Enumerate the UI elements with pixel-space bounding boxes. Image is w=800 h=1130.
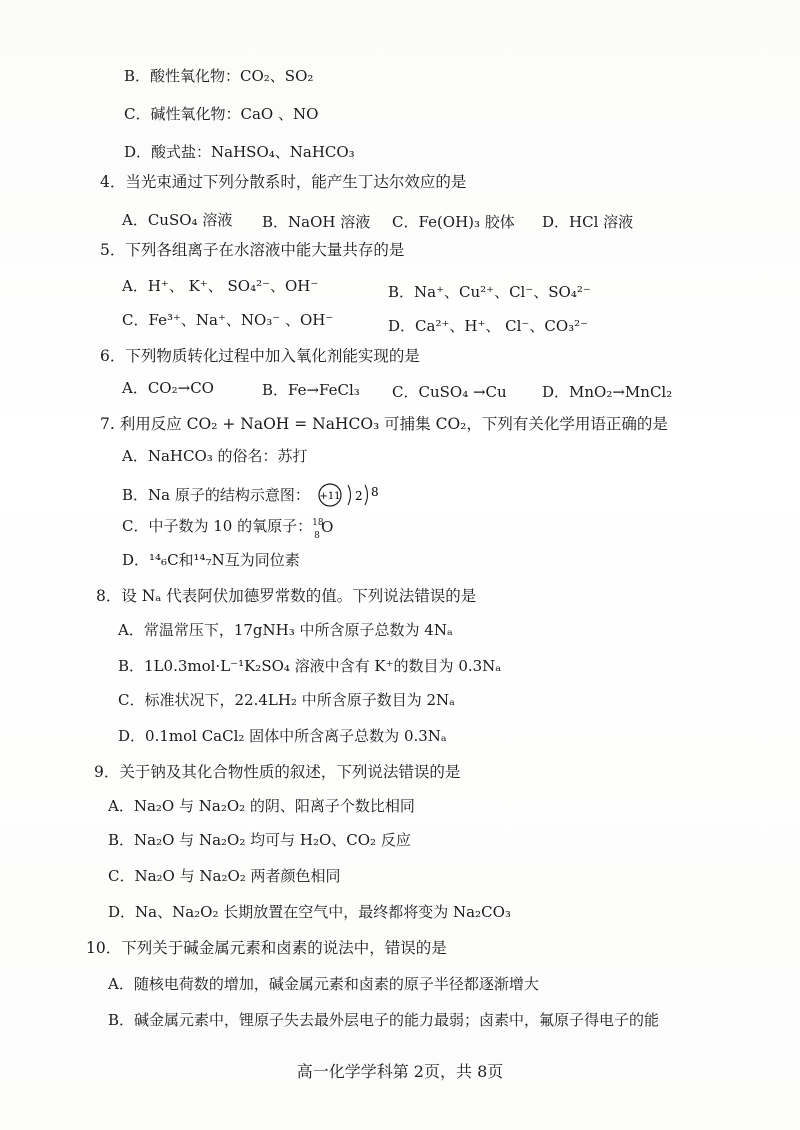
question-9: 9．关于钠及其化合物性质的叙述，下列说法错误的是 [94, 763, 461, 781]
question-4: 4．当光束通过下列分散系时，能产生丁达尔效应的是 [100, 173, 467, 191]
option-6c: C．CuSO₄ →Cu [392, 383, 507, 401]
option-4a: A．CuSO₄ 溶液 [122, 211, 233, 229]
option-5a: A．H⁺、 K⁺、 SO₄²⁻、OH⁻ [122, 277, 319, 295]
option-9c: C．Na₂O 与 Na₂O₂ 两者颜色相同 [108, 867, 341, 885]
option-7c [122, 516, 334, 541]
option-7b-label: B．Na 原子的结构示意图： [122, 486, 310, 504]
element-symbol: O [321, 518, 334, 536]
option-10b: B．碱金属元素中，锂原子失去最外层电子的能力最弱；卤素中，氟原子得电子的能 [108, 1011, 660, 1029]
option-9a: A．Na₂O 与 Na₂O₂ 的阴、阳离子个数比相同 [108, 797, 415, 815]
option-4c: C．Fe(OH)₃ 胶体 [392, 213, 515, 231]
option-3b-prev: B．酸性氧化物：CO₂、SO₂ [124, 67, 314, 85]
option-8a: A．常温常压下，17gNH₃ 中所含原子总数为 4Nₐ [118, 621, 453, 639]
oxygen-18-nuclide [312, 517, 334, 541]
shell-arc-2 [365, 485, 368, 505]
option-7b [122, 482, 405, 510]
option-10a: A．随核电荷数的增加，碱金属元素和卤素的原子半径都逐渐增大 [108, 975, 539, 993]
shell-1-electrons: 2 [354, 489, 363, 503]
page-footer: 高一化学学科第 2页，共 8页 [296, 1062, 504, 1081]
shell-arc-1 [348, 485, 351, 505]
option-6d: D．MnO₂→MnCl₂ [542, 383, 673, 401]
option-6b: B．Fe→FeCl₃ [262, 381, 360, 399]
option-6a: A．CO₂→CO [122, 379, 214, 397]
option-4d: D．HCl 溶液 [542, 213, 634, 231]
option-4b: B．NaOH 溶液 [262, 213, 371, 231]
option-3c-prev: C．碱性氧化物：CaO 、NO [124, 105, 319, 123]
question-8: 8．设 Nₐ 代表阿伏加德罗常数的值。下列说法错误的是 [96, 587, 477, 605]
question-6: 6．下列物质转化过程中加入氧化剂能实现的是 [100, 347, 420, 365]
question-10: 10．下列关于碱金属元素和卤素的说法中，错误的是 [86, 939, 447, 957]
option-5d: D．Ca²⁺、H⁺、 Cl⁻、CO₃²⁻ [388, 317, 589, 335]
option-5b: B．Na⁺、Cu²⁺、Cl⁻、SO₄²⁻ [388, 283, 591, 301]
mass-number: 18 [312, 518, 324, 528]
option-9d: D．Na、Na₂O₂ 长期放置在空气中，最终都将变为 Na₂CO₃ [108, 903, 511, 921]
option-3d-prev: D．酸式盐：NaHSO₄、NaHCO₃ [124, 143, 355, 161]
option-8c: C．标准状况下，22.4LH₂ 中所含原子数目为 2Nₐ [118, 691, 455, 709]
option-8d: D．0.1mol CaCl₂ 固体中所含离子总数为 0.3Nₐ [118, 727, 447, 745]
shell-2-electrons: 8 [370, 485, 379, 499]
question-7: 7. 利用反应 CO₂ + NaOH = NaHCO₃ 可捕集 CO₂，下列有关化学用语正确的是 [100, 415, 668, 433]
option-7c-label: C．中子数为 10 的氧原子： [122, 517, 313, 535]
nucleus-charge: +11 [319, 491, 341, 502]
question-5: 5．下列各组离子在水溶液中能大量共存的是 [100, 241, 405, 259]
atomic-number: 8 [314, 531, 320, 541]
sodium-atom-structure-diagram [315, 482, 405, 510]
option-8b: B．1L0.3mol·L⁻¹K₂SO₄ 溶液中含有 K⁺的数目为 0.3Nₐ [118, 657, 502, 675]
option-7d: D．¹⁴₆C和¹⁴₇N互为同位素 [122, 551, 300, 569]
option-7a: A．NaHCO₃ 的俗名：苏打 [122, 447, 308, 465]
option-9b: B．Na₂O 与 Na₂O₂ 均可与 H₂O、CO₂ 反应 [108, 831, 411, 849]
atom-diagram-svg [315, 482, 405, 510]
option-5c: C．Fe³⁺、Na⁺、NO₃⁻ 、OH⁻ [122, 311, 334, 329]
